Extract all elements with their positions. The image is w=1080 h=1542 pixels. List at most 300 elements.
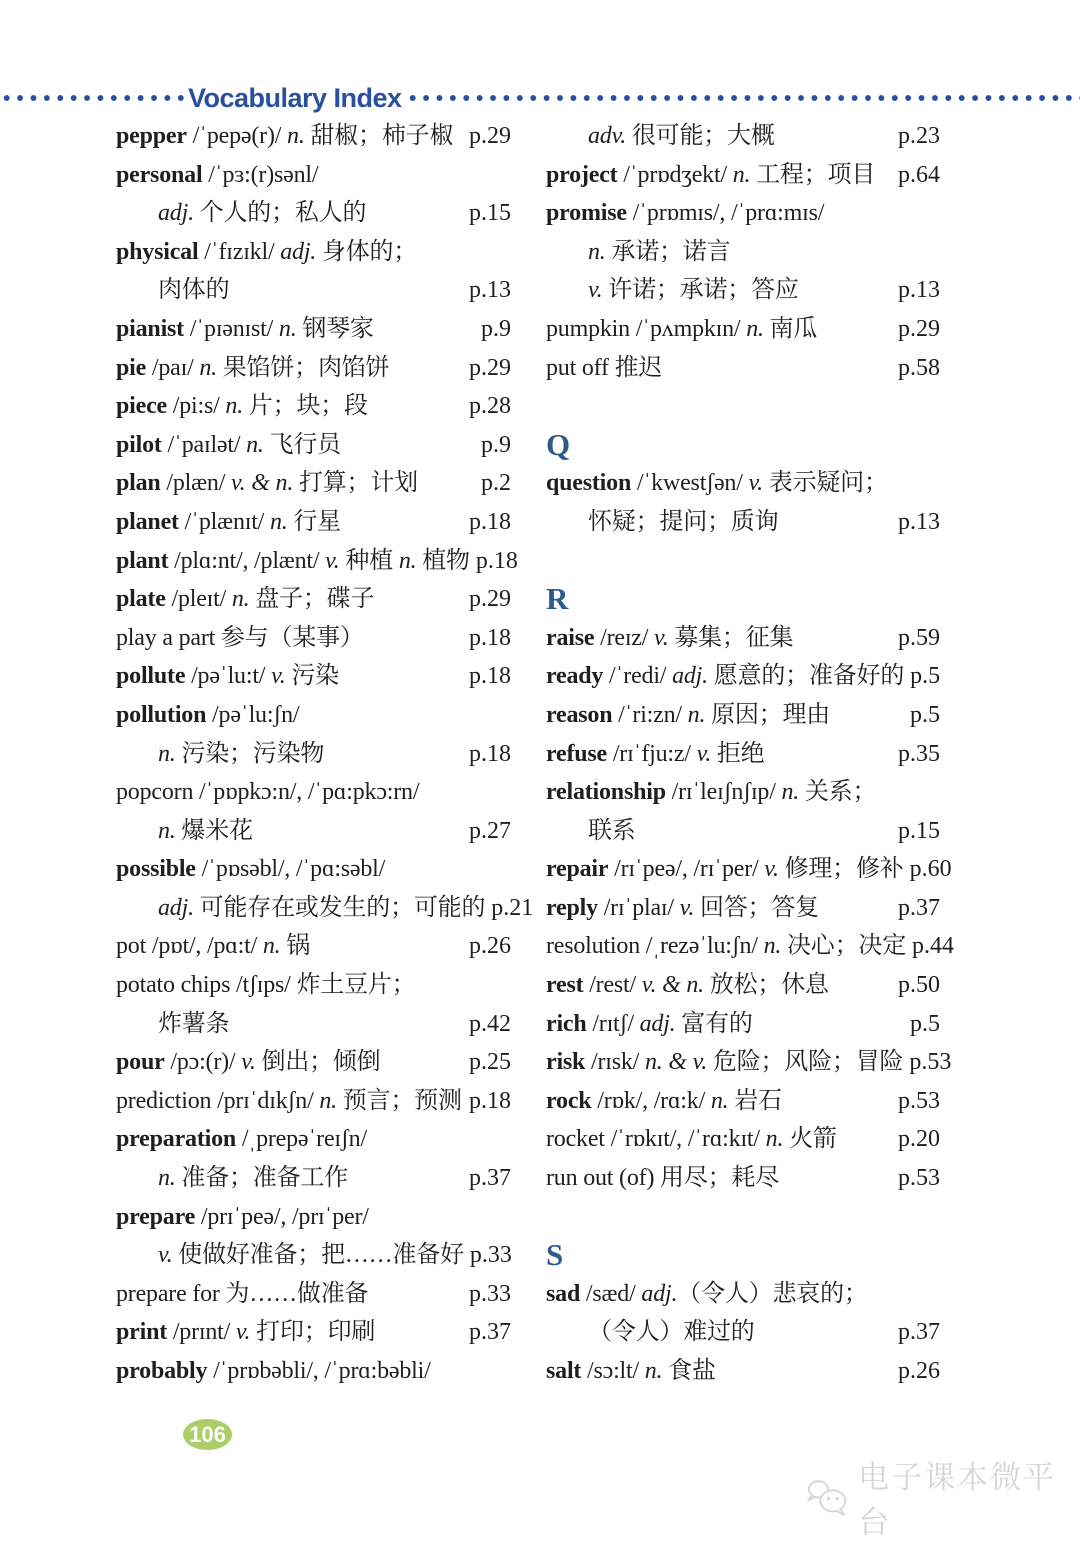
vocab-entry <box>116 503 511 542</box>
page-ref: p.50 <box>898 972 940 999</box>
entry-text: /ˈpɜ:(r)sənl/ <box>202 161 319 188</box>
entry-content <box>116 503 341 542</box>
page-ref: p.5 <box>910 1010 940 1037</box>
headword: preparation <box>116 1126 237 1153</box>
entry-content <box>546 696 830 735</box>
entry-text: /ˈprɒbəbli/, /ˈprɑ:bəbli/ <box>207 1358 431 1384</box>
vocab-entry <box>116 1005 511 1044</box>
headword: pianist <box>116 315 184 342</box>
page-ref: p.33 <box>469 1242 512 1269</box>
entry-text: /pəˈlu:t/ <box>185 663 272 690</box>
page-ref: p.9 <box>481 431 511 458</box>
vocab-entry <box>546 773 940 812</box>
entry-text: 钢琴家 <box>296 315 374 342</box>
entry-text: /paɪ/ <box>146 354 200 381</box>
headword: risk <box>546 1049 586 1076</box>
entry-content <box>116 735 324 774</box>
entry-text: 爆米花 <box>175 817 253 844</box>
vocab-entry <box>546 271 940 310</box>
entry-text: 火箭 <box>783 1126 837 1153</box>
entry-content <box>116 426 341 465</box>
page-ref: p.27 <box>469 817 511 844</box>
headword: reason <box>546 701 613 728</box>
entry-content <box>546 194 824 233</box>
pos-label: n. <box>588 238 606 265</box>
entry-text: prepare for 为……做准备 <box>116 1280 369 1307</box>
entry-text: 植物 <box>416 547 470 574</box>
wechat-bubbles-icon <box>806 1476 850 1518</box>
headword: rock <box>546 1087 592 1114</box>
entry-content <box>116 349 389 388</box>
page-ref: p.42 <box>469 1010 511 1037</box>
pos-label: v. <box>654 624 669 651</box>
entry-content <box>116 580 374 619</box>
entry-text: 承诺；诺言 <box>605 238 731 265</box>
vocab-entry <box>546 349 940 388</box>
page-ref: p.37 <box>898 894 940 921</box>
pos-label: n. <box>262 933 281 960</box>
pos-label: n. <box>246 431 264 458</box>
page-ref: p.2 <box>481 470 511 497</box>
pos-label: n. <box>231 586 250 613</box>
page-ref: p.59 <box>898 624 940 651</box>
entry-text: resolution /ˌrezəˈlu:ʃn/ <box>546 933 764 960</box>
entry-text: 很可能；大概 <box>626 123 775 149</box>
entry-content <box>116 812 253 851</box>
page-ref: p.58 <box>898 354 940 381</box>
page-ref: p.18 <box>469 624 511 651</box>
entry-text: /pleɪt/ <box>165 586 232 613</box>
entry-text: （令人）悲哀的； <box>677 1280 868 1307</box>
watermark <box>806 1452 1080 1542</box>
entry-content <box>546 1120 837 1159</box>
page-ref: p.35 <box>898 740 940 767</box>
entry-text: 片；块；段 <box>243 393 368 420</box>
entry-content <box>116 1043 381 1082</box>
watermark-text: 电子课本微平台 <box>858 1460 1057 1540</box>
entry-content <box>116 966 415 1005</box>
entry-text: 甜椒；柿子椒 <box>304 123 454 149</box>
entry-text: 种植 <box>339 547 399 574</box>
entry-text: 果馅饼；肉馅饼 <box>216 354 390 381</box>
entry-text: 污染 <box>285 663 339 690</box>
entry-content <box>116 1159 348 1198</box>
entry-text: /ˈri:zn/ <box>612 701 688 728</box>
entry-content <box>116 271 229 310</box>
vocab-entry <box>546 117 940 156</box>
pos-label: n. <box>398 547 417 574</box>
vocab-entry <box>116 426 511 465</box>
vocab-entry <box>546 503 940 542</box>
entry-content <box>546 233 730 272</box>
entry-content <box>116 1120 367 1159</box>
entry-text: 打算；计划 <box>293 470 418 497</box>
entry-content <box>546 812 636 851</box>
page-ref: p.15 <box>898 817 940 844</box>
entry-content <box>546 1275 868 1314</box>
entry-text: 岩石 <box>728 1087 782 1114</box>
vocab-entry <box>116 233 511 272</box>
headword: physical <box>116 238 199 265</box>
entry-text: 南瓜 <box>763 315 818 342</box>
vocab-entry <box>546 619 940 658</box>
entry-content <box>116 1275 368 1314</box>
page-ref: p.37 <box>898 1319 940 1346</box>
entry-text: 身体的； <box>316 238 418 265</box>
pos-label: n. <box>687 701 706 728</box>
headword: promise <box>546 200 627 227</box>
entry-text: play a part 参与（某事） <box>116 624 364 651</box>
headword: ready <box>546 663 604 690</box>
pos-label: n. <box>278 315 297 342</box>
entry-text: 拒绝 <box>711 740 765 767</box>
pos-label: n. <box>765 1126 784 1153</box>
entry-text: 盘子；碟子 <box>249 586 375 613</box>
vocab-entry <box>116 619 511 658</box>
entry-text: 修理；修补 <box>778 856 904 883</box>
entry-content <box>116 156 318 195</box>
vocab-entry <box>546 1082 940 1121</box>
entry-content <box>116 773 419 812</box>
vocab-entry <box>116 812 511 851</box>
headword: piece <box>116 393 167 420</box>
pos-label: v. <box>679 894 695 921</box>
section-letter: S <box>546 1237 564 1273</box>
vocab-entry <box>546 310 940 349</box>
spacer-line <box>546 542 940 581</box>
entry-text: 肉体的 <box>158 277 230 304</box>
page-ref: p.37 <box>469 1165 511 1192</box>
entry-content <box>546 156 875 195</box>
pos-label: n. <box>644 1358 663 1384</box>
entry-text: 回答；答复 <box>694 894 819 921</box>
entry-content <box>116 387 368 426</box>
entry-content <box>116 233 417 272</box>
entry-text: 许诺；承诺；答应 <box>602 277 799 304</box>
section-heading <box>546 1236 940 1275</box>
entry-content <box>546 349 662 388</box>
headword: sad <box>546 1280 581 1307</box>
entry-text: 原因；理由 <box>705 701 831 728</box>
vocab-entry <box>116 1236 511 1275</box>
vocab-entry <box>116 735 511 774</box>
page-ref: p.18 <box>475 547 518 574</box>
entry-text: /ˈredi/ <box>603 663 673 690</box>
entry-text: /ˈfɪzɪkl/ <box>198 238 281 265</box>
entry-text: 怀疑；提问；质询 <box>588 508 779 535</box>
entry-content <box>116 194 366 233</box>
headword: pollute <box>116 663 186 690</box>
section-letter: R <box>546 581 569 617</box>
vocab-entry <box>116 1313 511 1352</box>
entry-content <box>546 889 819 928</box>
entry-text: /ˈplænɪt/ <box>178 508 270 535</box>
pos-label: n. <box>158 1165 176 1192</box>
entry-text: /ˈkwestʃən/ <box>631 470 749 497</box>
entry-text: 联系 <box>588 817 636 844</box>
page-ref: p.5 <box>910 701 940 728</box>
vocab-entry <box>546 850 952 889</box>
page-ref: p.26 <box>469 933 511 960</box>
headword: rest <box>546 972 584 999</box>
page-ref: p.13 <box>898 277 940 304</box>
entry-text: /ˈprɒdʒekt/ <box>617 161 733 188</box>
entry-content <box>546 773 876 812</box>
entry-text: 污染；污染物 <box>175 740 325 767</box>
page-ref: p.18 <box>469 740 511 767</box>
entry-text: /sæd/ <box>580 1280 642 1307</box>
entry-text: 锅 <box>280 933 311 960</box>
entry-content <box>546 619 793 658</box>
vocab-entry <box>546 464 940 503</box>
page-ref: p.18 <box>469 663 511 690</box>
pos-label: v. & n. <box>231 470 294 497</box>
headword: probably <box>116 1358 208 1384</box>
entry-text: 决心；决定 <box>781 933 907 960</box>
vocab-entry <box>116 1082 511 1121</box>
entry-content <box>546 117 775 156</box>
dotted-rule-right <box>406 84 1080 112</box>
pos-label: n. <box>158 817 176 844</box>
page-ref: p.64 <box>898 161 940 188</box>
vocab-entry <box>116 657 511 696</box>
entry-text: 倒出；倾倒 <box>255 1049 381 1076</box>
page-ref: p.60 <box>909 856 952 883</box>
headword: refuse <box>546 740 608 767</box>
headword: possible <box>116 856 196 883</box>
headword: salt <box>546 1358 582 1384</box>
pos-label: adj. <box>639 1010 676 1037</box>
entry-content <box>116 542 470 581</box>
vocab-entry <box>116 696 511 735</box>
pos-label: adj. <box>158 200 194 227</box>
right-column <box>546 117 955 1391</box>
vocab-entry <box>116 927 511 966</box>
entry-content <box>116 657 339 696</box>
entry-content <box>116 889 485 928</box>
entry-text: /rɒk/, /rɑ:k/ <box>591 1087 711 1114</box>
vocab-entry <box>546 657 940 696</box>
page-title: Vocabulary Index <box>188 82 402 113</box>
dotted-rule-left <box>0 84 184 112</box>
vocab-entry <box>116 889 534 928</box>
entry-text: /pəˈlu:ʃn/ <box>206 701 300 728</box>
headword: rich <box>546 1010 587 1037</box>
pos-label: v. <box>696 740 712 767</box>
entry-text: 愿意的；准备好的 <box>707 663 905 690</box>
pos-label: v. & n. <box>641 972 704 999</box>
headword: plate <box>116 586 166 613</box>
page-number-badge: 106 <box>183 1419 232 1450</box>
pos-label: adj. <box>158 894 194 921</box>
vocab-entry <box>116 1159 511 1198</box>
entry-text: 准备；准备工作 <box>175 1165 349 1192</box>
pos-label: adj. <box>672 663 708 690</box>
pos-label: n. <box>732 161 751 188</box>
entry-text: /rɪˈpeə/, /rɪˈper/ <box>608 856 765 883</box>
entry-text: 食盐 <box>662 1358 716 1384</box>
entry-content <box>546 1159 779 1198</box>
vocab-entry <box>116 966 511 1005</box>
entry-text: 表示疑问； <box>762 470 888 497</box>
vocab-entry <box>116 310 511 349</box>
page-ref: p.29 <box>469 354 511 381</box>
entry-text: /ˈpaɪlət/ <box>161 431 247 458</box>
left-column <box>116 117 534 1391</box>
pos-label: v. <box>271 663 286 690</box>
section-heading <box>546 580 940 619</box>
page-ref: p.18 <box>469 508 511 535</box>
section-letter: Q <box>546 426 571 462</box>
spacer-line <box>546 1198 940 1237</box>
page-ref: p.23 <box>898 123 940 149</box>
pos-label: n. <box>710 1087 729 1114</box>
entry-text: /plɑ:nt/, /plænt/ <box>168 547 326 574</box>
page-ref: p.9 <box>481 315 511 342</box>
entry-text: /rɪtʃ/ <box>586 1010 640 1037</box>
headword: pollution <box>116 701 207 728</box>
entry-text: /sɔ:lt/ <box>581 1358 645 1384</box>
pos-label: v. <box>764 856 779 883</box>
entry-text: 打印；印刷 <box>250 1319 376 1346</box>
vocab-entry <box>546 233 940 272</box>
entry-content <box>546 1005 753 1044</box>
section-heading <box>546 426 940 465</box>
entry-text: /rest/ <box>583 972 642 999</box>
entry-text: 可能存在或发生的；可能的 <box>193 894 486 921</box>
vocab-entry <box>116 349 511 388</box>
vocab-entry <box>546 1313 940 1352</box>
entry-text: 个人的；私人的 <box>193 200 367 227</box>
entry-text: put off 推迟 <box>546 354 663 381</box>
entry-text: /rɪˈfju:z/ <box>607 740 697 767</box>
vocab-entry <box>116 1275 511 1314</box>
entry-content <box>546 850 904 889</box>
vocab-entry <box>116 773 511 812</box>
pos-label: adv. <box>588 123 627 149</box>
vocab-entry <box>116 1198 511 1237</box>
page-ref: p.13 <box>898 508 940 535</box>
entry-content <box>116 850 385 889</box>
vocab-entry <box>546 1352 940 1391</box>
entry-text: /rɪˈplaɪ/ <box>597 894 680 921</box>
pos-label: adj. <box>641 1280 678 1307</box>
vocab-entry <box>116 580 511 619</box>
headword: pour <box>116 1049 165 1076</box>
entry-content <box>546 1313 755 1352</box>
entry-content <box>546 1352 716 1391</box>
vocab-entry <box>546 1005 940 1044</box>
vocab-entry <box>116 464 511 503</box>
entry-content <box>116 310 374 349</box>
entry-text: /ˈpepə(r)/ <box>186 123 288 149</box>
entry-text: 工程；项目 <box>750 161 876 188</box>
vocab-entry <box>116 850 511 889</box>
page-ref: p.44 <box>912 933 955 960</box>
entry-content <box>546 1043 903 1082</box>
entry-text: /prɪˈpeə/, /prɪˈper/ <box>195 1203 369 1230</box>
entry-text: （令人）难过的 <box>588 1319 755 1346</box>
entry-content <box>116 464 418 503</box>
page-ref: p.28 <box>469 393 511 420</box>
pos-label: n. <box>225 393 244 420</box>
vocab-entry <box>116 156 511 195</box>
headword: plant <box>116 547 169 574</box>
headword: question <box>546 470 632 497</box>
entry-text: 炸薯条 <box>158 1010 230 1037</box>
headword: reply <box>546 894 598 921</box>
headword: repair <box>546 856 609 883</box>
entry-text: rocket /ˈrɒkɪt/, /ˈrɑ:kɪt/ <box>546 1126 766 1153</box>
entry-text: /ˈpɒsəbl/, /ˈpɑ:səbl/ <box>195 856 386 883</box>
vocab-entry <box>546 889 940 928</box>
vocab-entry <box>546 735 940 774</box>
pos-label: n. <box>158 740 176 767</box>
entry-content <box>116 1198 369 1237</box>
entry-content <box>116 696 299 735</box>
page-ref: p.29 <box>898 315 940 342</box>
page-ref: p.20 <box>898 1126 940 1153</box>
entry-text: 预言；预测 <box>336 1087 462 1114</box>
page-ref: p.13 <box>469 277 511 304</box>
entry-text: /ˈprɒmɪs/, /ˈprɑ:mɪs/ <box>626 200 825 227</box>
headword: planet <box>116 508 179 535</box>
vocab-entry <box>546 1275 940 1314</box>
page-ref: p.53 <box>909 1049 952 1076</box>
entry-content <box>116 927 310 966</box>
entry-content <box>116 1005 229 1044</box>
headword: raise <box>546 624 595 651</box>
pos-label: n. <box>781 779 800 806</box>
page-ref: p.18 <box>469 1087 511 1114</box>
pos-label: v. <box>325 547 340 574</box>
page-ref: p.29 <box>469 123 511 149</box>
vocab-entry <box>546 1120 940 1159</box>
pos-label: v. <box>748 470 763 497</box>
pos-label: v. <box>588 277 603 304</box>
entry-content <box>546 966 829 1005</box>
vocab-entry <box>116 1120 511 1159</box>
page-ref: p.29 <box>469 586 511 613</box>
pos-label: n. & v. <box>644 1049 708 1076</box>
page-ref: p.5 <box>910 663 941 690</box>
page-ref: p.26 <box>898 1358 940 1384</box>
page-ref: p.25 <box>469 1049 511 1076</box>
entry-content <box>116 1236 464 1275</box>
vocab-entry <box>116 542 518 581</box>
headword: personal <box>116 161 203 188</box>
entry-text: potato chips /tʃɪps/ 炸土豆片； <box>116 972 416 999</box>
page-ref: p.37 <box>469 1319 511 1346</box>
entry-content <box>116 1352 431 1391</box>
pos-label: adj. <box>280 238 317 265</box>
headword: relationship <box>546 779 666 806</box>
headword: pepper <box>116 123 187 149</box>
page-ref: p.21 <box>491 894 534 921</box>
entry-text: pot /pɒt/, /pɑ:t/ <box>116 933 263 960</box>
entry-text: /prɪnt/ <box>167 1319 236 1346</box>
pos-label: n. <box>287 123 305 149</box>
vocab-entry <box>116 1352 511 1391</box>
entry-text: /ˌprepəˈreɪʃn/ <box>236 1126 367 1153</box>
entry-text: /plæn/ <box>160 470 231 497</box>
headword: pie <box>116 354 147 381</box>
entry-text: pumpkin /ˈpʌmpkɪn/ <box>546 315 747 342</box>
entry-text: 富有的 <box>675 1010 753 1037</box>
entry-content <box>546 927 906 966</box>
entry-text: 危险；风险；冒险 <box>707 1049 904 1076</box>
page-ref: p.15 <box>469 200 511 227</box>
